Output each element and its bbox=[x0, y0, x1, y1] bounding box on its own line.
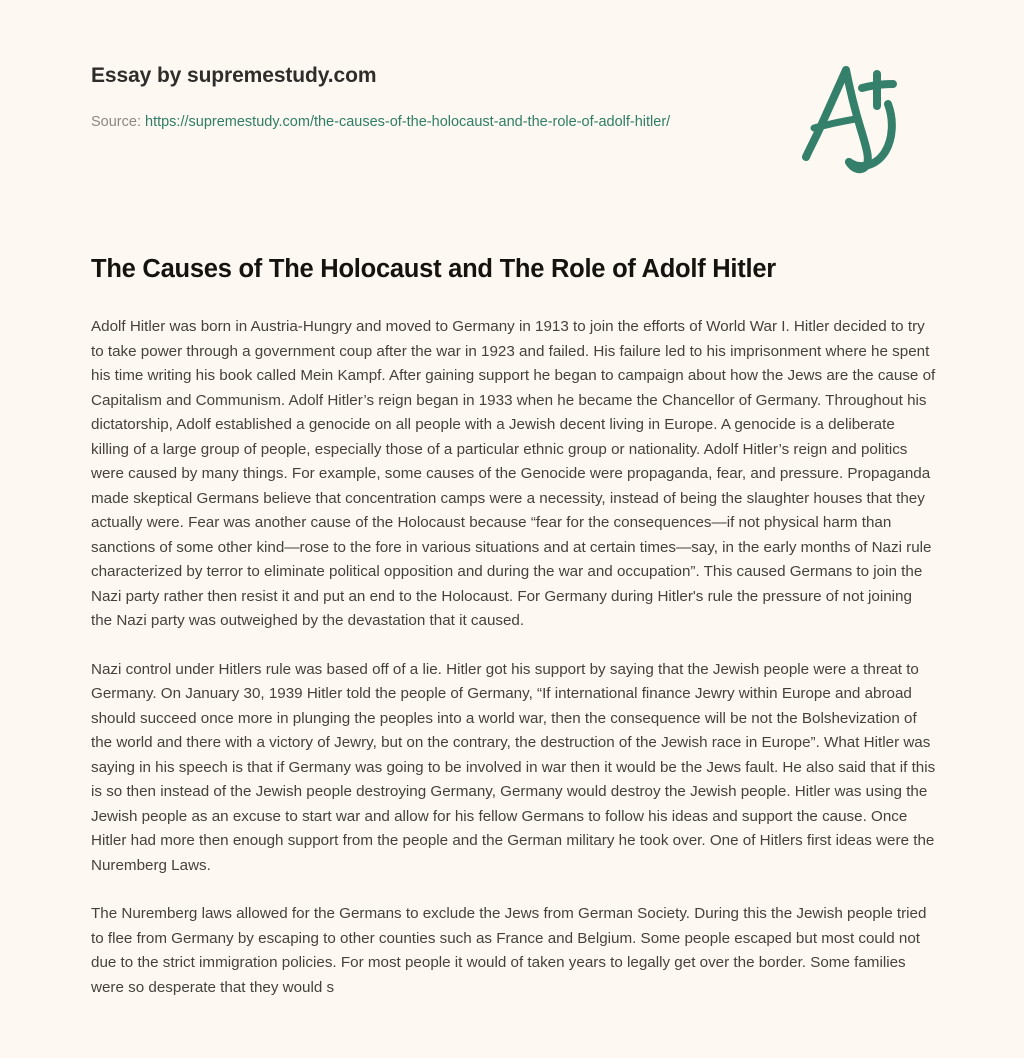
header-text-block bbox=[91, 62, 670, 134]
source-label: Source: bbox=[91, 114, 145, 130]
paragraph-1: Adolf Hitler was born in Austria-Hungry and moved to Germany in 1913 to join the efforts of World War I. Hitler decided to try to take power through a government coup after the war in 1923 and failed. His failure led to his imprisonment where he spent his time writing his book called Mein Kampf. After gaining support he began to campaign about how the Jews are the cause of Capitalism and Communism. Adolf Hitler’s reign began in 1933 when he became the Chancellor of Germany. Throughout his dictatorship, Adolf established a genocide on all people with a Jewish decent living in Europe. A genocide is a deliberate killing of a large group of people, especially those of a particular ethnic group or nationality. Adolf Hitler’s reign and politics were caused by many things. For example, some causes of the Genocide were propaganda, fear, and pressure. Propaganda made skeptical Germans believe that concentration camps were a necessity, instead of being the slaughter houses that they actually were. Fear was another cause of the Holocaust because “fear for the consequences—if not physical harm than sanctions of some other kind—rose to the fore in various situations and at certain times—say, in the early months of Nazi rule characterized by terror to eliminate political opposition and during the war and occupation”. This caused Germans to join the Nazi party rather then resist it and put an end to the Holocaust. For Germany during Hitler's rule the pressure of not joining the Nazi party was outweighed by the devastation that it caused. bbox=[91, 318, 936, 629]
essay-content bbox=[91, 315, 936, 1000]
source-url-link[interactable]: https://supremestudy.com/the-causes-of-the-holocaust-and-the-role-of-adolf-hitler/ bbox=[145, 114, 671, 130]
header-row bbox=[91, 62, 964, 174]
paragraph-3: The Nuremberg laws allowed for the Germans to exclude the Jews from German Society. During this the Jewish people tried to flee from Germany by escaping to other counties such as France and Belgium. Some people escaped but most could not due to the strict immigration policies. For most people it would of taken years to legally get over the border. Some families were so desperate that they would s bbox=[91, 905, 927, 996]
essay-byline: Essay by supremestudy.com bbox=[91, 64, 377, 87]
source-line bbox=[91, 110, 670, 134]
document-body bbox=[91, 252, 936, 1000]
site-logo bbox=[798, 56, 906, 174]
page-title: The Causes of The Holocaust and The Role of Adolf Hitler bbox=[91, 255, 776, 283]
document-header bbox=[0, 0, 1024, 174]
paragraph-2: Nazi control under Hitlers rule was based off of a lie. Hitler got his support by saying that the Jewish people were a threat to Germany. On January 30, 1939 Hitler told the people of Germany, “If international finance Jewry within Europe and abroad should succeed once more in plunging the peoples into a world war, then the consequence will be not the Bolshevization of the world and there with a victory of Jewry, but on the contrary, the destruction of the Jewish race in Europe”. What Hitler was saying in his speech is that if Germany was going to be involved in war then it would be the Jews fault. He also said that if this is so then instead of the Jewish people destroying Germany, Germany would destroy the Jewish people. Hitler was using the Jewish people as an excuse to start war and allow for his fellow Germans to follow his ideas and support the cause. Once Hitler had more then enough support from the people and the German military he took over. One of Hitlers first ideas were the Nuremberg Laws. bbox=[91, 660, 936, 874]
a-plus-logo-icon bbox=[798, 56, 906, 174]
